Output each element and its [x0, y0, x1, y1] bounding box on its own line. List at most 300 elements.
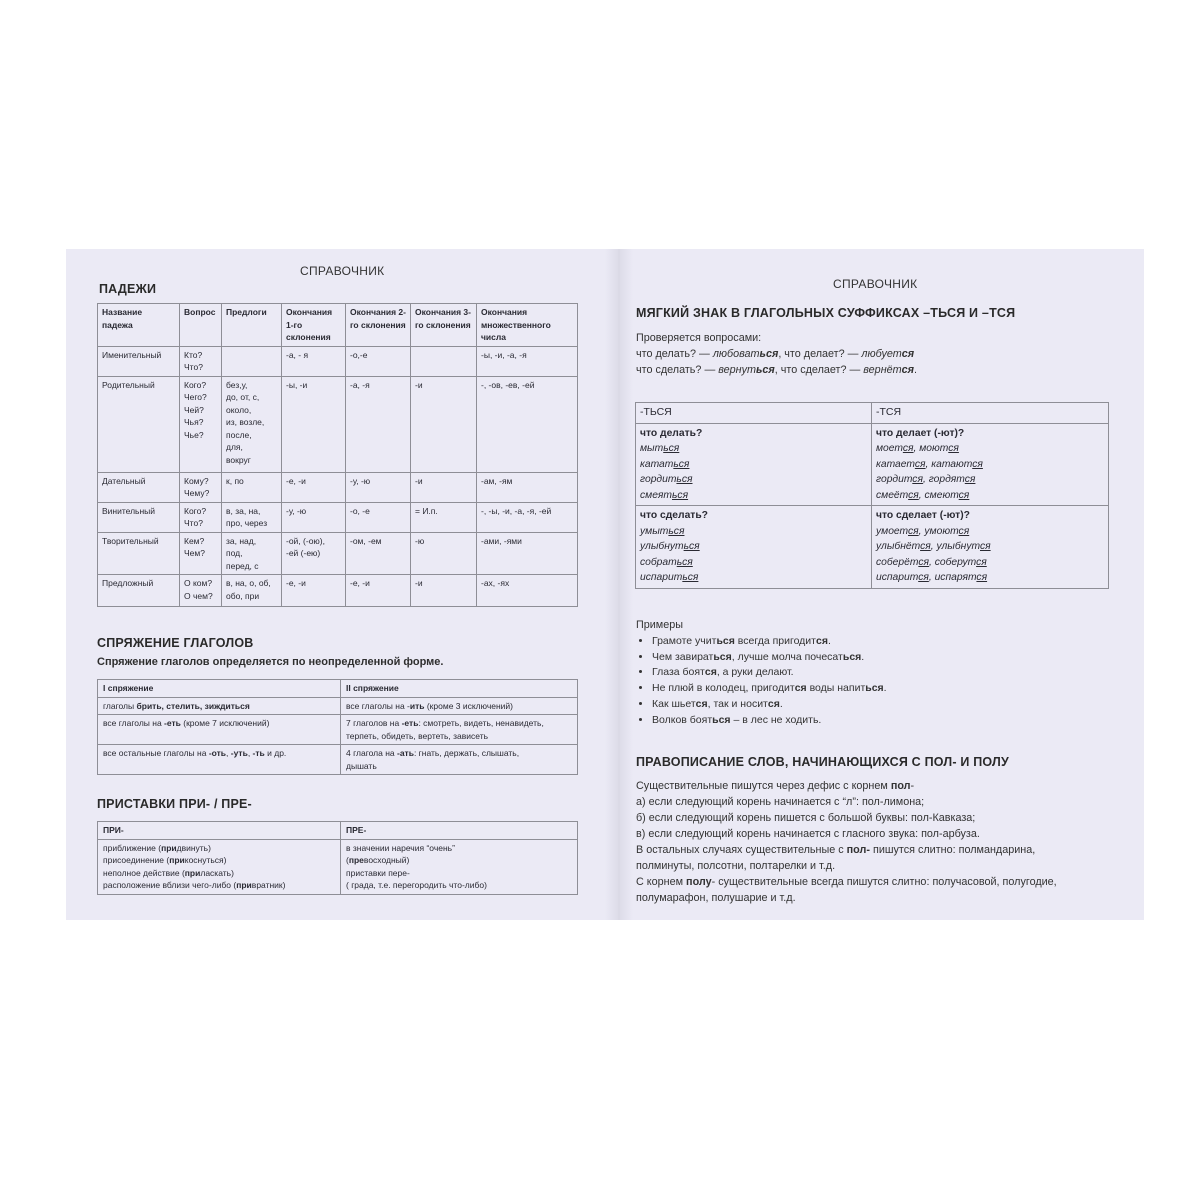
text-line: Винительный — [102, 505, 156, 516]
suffix: ся — [908, 525, 919, 537]
text-line: для, — [226, 442, 243, 452]
text-run: , что сделает? — — [774, 364, 864, 376]
text-run: при — [161, 842, 177, 853]
table-row — [98, 376, 578, 472]
suffix: ся — [976, 572, 988, 583]
cases-cell-0-5 — [411, 346, 477, 376]
text-line: -ами, -ями — [481, 535, 522, 546]
book-gutter — [605, 249, 633, 920]
example-word: мыться — [640, 443, 680, 454]
text-run: неполное действие ( — [103, 867, 185, 878]
cases-cell-2-5 — [411, 472, 477, 502]
cases-cell-3-3 — [282, 502, 346, 532]
cases-cell-1-4 — [346, 376, 411, 472]
text-run: . — [827, 635, 831, 647]
tsya-table — [635, 402, 1109, 589]
text-line: Родительный — [102, 379, 155, 390]
text-run: , что делает? — — [778, 348, 862, 360]
conjugation-cell-2-2 — [341, 745, 578, 775]
text-line: -, -ы, -и, -а, -я, -ей — [481, 505, 552, 516]
text-line: Чей? — [184, 404, 204, 415]
conjugation-cell-2-0 — [341, 697, 578, 715]
conjugation-table — [97, 679, 578, 775]
suffix: ся — [979, 541, 991, 552]
text-run: пол — [890, 780, 911, 792]
cases-cell-1-5 — [411, 376, 477, 472]
suffix: ся — [972, 458, 983, 470]
example-word: гордится — [876, 474, 923, 485]
conjugation-title: СПРЯЖЕНИЕ ГЛАГОЛОВ — [97, 636, 254, 650]
text-run: ся — [901, 348, 915, 360]
text-line: -у, -ю — [286, 505, 307, 516]
conjugation-subtitle: Спряжение глаголов определяется по неопределенной форме. — [97, 656, 444, 668]
example-word: умыться — [640, 525, 685, 537]
text-run: что сделать? — — [636, 364, 719, 376]
example-word: испарятся — [934, 572, 988, 583]
text-run: полминуты, полсотни, полтарелки и т.д. — [636, 860, 836, 872]
example-word: моются — [919, 443, 959, 454]
table-row — [636, 506, 1109, 589]
prefix-line — [346, 842, 572, 855]
conjugation-col1-header: I спряжение — [98, 680, 341, 698]
separator: , — [925, 458, 932, 470]
text-run: в значении наречия “очень” — [346, 842, 455, 853]
prefix-line — [103, 867, 335, 880]
cases-cell-0-6 — [477, 346, 578, 376]
cases-cell-0-2 — [222, 346, 282, 376]
text-run: - существительные всегда пишутся слитно: получасовой, полугодие, — [711, 876, 1057, 888]
cases-cell-5-1 — [180, 575, 222, 607]
cases-title: ПАДЕЖИ — [99, 282, 157, 296]
intro-line — [636, 346, 917, 362]
table-row — [98, 502, 578, 532]
example-word: смеётся — [876, 489, 919, 501]
text-run: все глаголы на — [103, 718, 165, 728]
cases-cell-0-1 — [180, 346, 222, 376]
text-run: ся — [767, 697, 780, 710]
text-line: в, на, о, об, — [226, 578, 271, 588]
text-run: , а руки делают. — [716, 666, 794, 679]
text-line: к, по — [226, 475, 244, 486]
text-run: восходный) — [363, 855, 410, 865]
example-word: собраться — [640, 556, 693, 568]
cases-cell-5-6 — [477, 575, 578, 607]
cases-cell-2-0 — [98, 472, 180, 502]
text-run: все остальные глаголы на — [103, 748, 209, 758]
prefixes-pri-cell — [98, 839, 341, 894]
word-line — [640, 524, 867, 540]
word-line — [640, 539, 867, 555]
text-run: ься — [716, 635, 735, 647]
suffix: ся — [908, 489, 919, 501]
text-line: Кто? — [184, 349, 203, 360]
examples-title: Примеры — [636, 619, 683, 631]
example-word: улыбнётся — [876, 541, 931, 552]
cases-cell-3-1 — [180, 502, 222, 532]
text-run: . — [914, 364, 918, 376]
text-line: -ах, -ях — [481, 578, 510, 588]
text-line: Что? — [184, 362, 203, 372]
cases-header-0: Название падежа — [98, 304, 180, 347]
text-run: пре — [348, 855, 364, 865]
example-word: испариться — [640, 572, 699, 583]
suffix: ся — [920, 541, 931, 552]
cases-cell-1-0 — [98, 376, 180, 472]
tsya-cell-1-0 — [636, 423, 872, 506]
list-item — [652, 665, 887, 681]
rule-line — [636, 858, 1057, 874]
text-line: -е, -и — [350, 578, 370, 588]
cases-cell-5-5 — [411, 575, 477, 607]
cases-cell-2-4 — [346, 472, 411, 502]
suffix: ся — [918, 556, 929, 568]
text-run: ся — [794, 682, 807, 695]
text-line: -о,-е — [350, 349, 368, 360]
word-line — [876, 524, 1104, 540]
running-head-left: СПРАВОЧНИК — [300, 264, 385, 278]
suffix: ся — [918, 572, 929, 583]
example-word: гордятся — [928, 474, 976, 485]
cases-cell-4-3 — [282, 532, 346, 575]
example-word: умоются — [924, 525, 970, 537]
text-line: -о, -е — [350, 505, 370, 516]
text-run: любоват — [712, 348, 760, 360]
separator: , — [928, 556, 935, 568]
table-row — [98, 697, 578, 715]
question: что делать? — [640, 427, 703, 439]
example-word: умоется — [876, 525, 919, 537]
text-line: за, над, — [226, 535, 257, 546]
suffix: ься — [673, 458, 690, 470]
text-line: Кем? — [184, 535, 205, 546]
cases-cell-2-2 — [222, 472, 282, 502]
prefix-line — [346, 879, 572, 892]
cases-cell-0-4 — [346, 346, 411, 376]
separator: , — [922, 474, 929, 485]
text-line: в, за, на, — [226, 505, 261, 516]
text-run: -ать — [396, 748, 414, 758]
intro-line — [636, 330, 917, 346]
cases-header-4: Окончания 2-го склонения — [346, 304, 411, 347]
text-line: -, -ов, -ев, -ей — [481, 379, 535, 390]
suffix: ся — [948, 443, 959, 454]
text-line: -у, -ю — [350, 475, 371, 486]
text-line: Творительный — [102, 535, 159, 546]
rule-line — [636, 890, 1057, 906]
rule-line — [636, 842, 1057, 858]
text-line: до, от, с, — [226, 392, 260, 402]
cases-cell-4-0 — [98, 532, 180, 575]
soft-sign-intro — [636, 330, 917, 378]
cases-cell-4-1 — [180, 532, 222, 575]
text-run: : смотреть, видеть, ненавидеть, — [418, 718, 544, 728]
text-line: Кого? — [184, 505, 207, 516]
text-line: после, — [226, 429, 252, 440]
text-run: глаголы — [103, 700, 137, 711]
text-run: ься — [756, 364, 775, 376]
text-run: -оть — [208, 748, 227, 758]
suffix: ся — [912, 474, 923, 485]
text-line: О чем? — [184, 590, 213, 601]
text-run: двинуть) — [176, 842, 211, 853]
text-line: -ой, (-ою), — [286, 535, 325, 546]
text-line: -и — [415, 475, 423, 486]
text-run: ься — [713, 650, 732, 663]
separator: , — [913, 443, 920, 454]
text-line: -а, -я — [350, 379, 370, 390]
text-line: перед, с — [226, 560, 259, 571]
suffix: ся — [902, 443, 914, 454]
text-line: -ам, -ям — [481, 475, 513, 486]
text-run: , — [226, 748, 231, 758]
text-run: -уть — [230, 748, 248, 758]
cases-cell-5-4 — [346, 575, 411, 607]
text-run: 4 глагола на — [346, 748, 397, 758]
list-item — [652, 697, 887, 713]
example-word: катается — [876, 458, 926, 470]
separator: , — [930, 541, 937, 552]
cases-cell-5-3 — [282, 575, 346, 607]
text-run: 7 глаголов на — [346, 718, 402, 728]
prefixes-col1-header: ПРИ- — [98, 822, 341, 840]
prefixes-title: ПРИСТАВКИ ПРИ- / ПРЕ- — [97, 797, 252, 811]
text-run: С корнем — [636, 876, 687, 888]
text-line: = И.п. — [415, 505, 438, 516]
text-run: расположение вблизи чего-либо ( — [103, 880, 237, 890]
text-run: приставки пере- — [346, 867, 410, 878]
example-word: смеяться — [640, 489, 689, 501]
table-row — [98, 575, 578, 607]
text-line: Чем? — [184, 548, 205, 558]
text-line: Дательный — [102, 475, 146, 486]
text-run: приближение ( — [103, 842, 162, 853]
example-word: соберётся — [876, 556, 929, 568]
text-run: вернут — [718, 364, 756, 376]
text-run: ься — [842, 650, 862, 663]
example-word: кататься — [640, 458, 690, 470]
word-line — [876, 488, 1104, 504]
cases-cell-5-0 — [98, 575, 180, 607]
word-line — [876, 555, 1104, 571]
text-run: ься — [865, 682, 884, 695]
word-line — [640, 441, 867, 457]
rule-line — [636, 778, 1057, 794]
prefix-line — [346, 867, 572, 880]
rule-line — [636, 874, 1057, 890]
example-word: улыбнутся — [936, 541, 991, 552]
cases-cell-5-2 — [222, 575, 282, 607]
question: что сделать? — [640, 510, 708, 521]
cases-cell-1-1 — [180, 376, 222, 472]
text-run: Проверяется вопросами: — [636, 332, 762, 344]
cases-cell-4-5 — [411, 532, 477, 575]
cases-cell-4-4 — [346, 532, 411, 575]
cases-cell-2-6 — [477, 472, 578, 502]
word-line — [640, 488, 867, 504]
cases-header-6: Окончания множественного числа — [477, 304, 578, 347]
running-head-right: СПРАВОЧНИК — [833, 277, 918, 291]
word-line — [640, 457, 867, 473]
text-run: Грамоте учит — [652, 635, 717, 647]
text-run: ся — [815, 635, 828, 647]
list-item — [652, 681, 887, 697]
prefixes-table — [97, 821, 578, 895]
cases-cell-1-6 — [477, 376, 578, 472]
cases-cell-4-6 — [477, 532, 578, 575]
text-line: из, возле, — [226, 417, 265, 427]
tsya-col2-header: -ТСЯ — [872, 403, 1109, 424]
text-line: Чье? — [184, 429, 204, 440]
text-run: пол- — [846, 844, 870, 856]
text-run: полу — [686, 876, 712, 888]
table-row — [98, 532, 578, 575]
text-line: Чего? — [184, 392, 207, 402]
text-run: всегда пригодит — [734, 635, 816, 647]
text-line: -е, -и — [286, 578, 306, 588]
text-run: – в лес не ходить. — [730, 713, 822, 726]
right-page — [633, 249, 1144, 920]
cases-header-1: Вопрос — [180, 304, 222, 347]
example-word: соберутся — [934, 556, 987, 568]
example-word: улыбнуться — [640, 541, 700, 552]
suffix: ся — [958, 525, 970, 537]
text-run: пишутся слитно: полмандарина, — [869, 844, 1036, 856]
text-run: воды напит — [806, 682, 866, 695]
example-word: моется — [876, 443, 914, 454]
text-run: ить — [409, 700, 425, 711]
text-line: вокруг — [226, 454, 251, 465]
text-run: . — [861, 650, 865, 663]
text-line: Кому? — [184, 475, 209, 486]
text-line: -ей (-ею) — [286, 548, 321, 558]
cases-cell-4-2 — [222, 532, 282, 575]
tsya-cell-2-1 — [872, 506, 1109, 589]
suffix: ься — [676, 556, 693, 568]
cases-cell-1-2 — [222, 376, 282, 472]
prefix-line — [346, 854, 572, 867]
text-run: вернёт — [863, 364, 902, 376]
text-run: ся — [901, 364, 915, 376]
cases-cell-3-6 — [477, 502, 578, 532]
text-run: Глаза боят — [652, 666, 705, 679]
text-run: ся — [695, 697, 708, 710]
text-line: Кого? — [184, 379, 207, 390]
cases-header-2: Предлоги — [222, 304, 282, 347]
text-run: брить, стелить, зиждиться — [136, 700, 250, 711]
text-run: все глаголы на - — [346, 700, 410, 711]
cases-cell-3-2 — [222, 502, 282, 532]
prefixes-col2-header: ПРЕ- — [341, 822, 578, 840]
text-run: Не плюй в колодец, пригодит — [652, 682, 795, 695]
text-line: Чему? — [184, 488, 210, 498]
example-word: катаются — [931, 458, 983, 470]
word-line — [640, 472, 867, 488]
word-line — [640, 570, 867, 586]
prefix-line — [103, 842, 335, 855]
suffix: ся — [958, 489, 970, 501]
example-word: смеются — [924, 489, 970, 501]
text-run: а) если следующий корень начинается с “л”: пол-лимона; — [636, 796, 925, 808]
cases-header-3: Окончания 1-го склонения — [282, 304, 346, 347]
text-run: при — [169, 855, 185, 865]
cases-header-5: Окончания 3-го склонения — [411, 304, 477, 347]
text-run: ься — [712, 713, 731, 726]
word-line — [876, 441, 1104, 457]
separator: , — [928, 572, 935, 583]
suffix: ься — [676, 474, 693, 485]
intro-line — [636, 362, 917, 378]
conjugation-cell-2-1 — [341, 715, 578, 745]
pol-rules — [636, 778, 1057, 906]
cases-cell-1-3 — [282, 376, 346, 472]
question: что сделает (-ют)? — [876, 510, 970, 521]
text-line: -е, -и — [286, 475, 306, 486]
text-line: -ю — [415, 535, 425, 546]
conjugation-cell-1-1 — [98, 715, 341, 745]
table-row — [98, 346, 578, 376]
prefixes-pre-cell — [341, 839, 578, 894]
text-run: любует — [861, 348, 902, 360]
separator: , — [918, 525, 925, 537]
list-item — [652, 634, 887, 650]
word-line — [876, 570, 1104, 586]
text-run: , лучше молча почесат — [731, 650, 843, 663]
text-run: ся — [704, 666, 717, 679]
cases-cell-2-3 — [282, 472, 346, 502]
text-run: б) если следующий корень пишется с большой буквы: пол-Кавказа; — [636, 812, 976, 824]
text-run: Как шьет — [652, 697, 696, 710]
text-run: и др. — [264, 748, 287, 758]
text-run: ( — [346, 855, 349, 865]
text-run: в) если следующий корень начинается с гласного звука: пол-арбуза. — [636, 828, 980, 840]
text-run: ( града, т.е. перегородить что-либо) — [346, 880, 487, 890]
suffix: ься — [668, 525, 685, 537]
suffix: ься — [682, 572, 699, 583]
book-spread — [66, 249, 1144, 920]
cases-cell-3-0 — [98, 502, 180, 532]
tsya-cell-2-0 — [872, 423, 1109, 506]
text-run: дышать — [346, 760, 377, 771]
text-line: Чья? — [184, 417, 204, 427]
conjugation-cell-1-0 — [98, 697, 341, 715]
rule-line — [636, 810, 1057, 826]
suffix: ься — [672, 489, 689, 501]
example-word: гордиться — [640, 474, 693, 485]
prefix-line — [103, 879, 335, 892]
suffix: ся — [976, 556, 987, 568]
text-run: при — [184, 867, 201, 878]
text-line: -ы, -и — [286, 379, 308, 390]
word-line — [876, 457, 1104, 473]
text-run: : гнать, держать, слышать, — [413, 748, 520, 758]
question: что делает (-ют)? — [876, 427, 965, 439]
soft-sign-title: МЯГКИЙ ЗНАК В ГЛАГОЛЬНЫХ СУФФИКСАХ –ТЬСЯ И –ТСЯ — [636, 306, 1016, 320]
text-line: обо, при — [226, 590, 260, 601]
text-line: -ы, -и, -а, -я — [481, 349, 527, 360]
cases-cell-3-4 — [346, 502, 411, 532]
conjugation-cell-1-2 — [98, 745, 341, 775]
tsya-cell-1-1 — [636, 506, 872, 589]
separator: , — [918, 489, 925, 501]
text-run: при — [236, 880, 252, 890]
rule-line — [636, 826, 1057, 842]
text-run: присоединение ( — [103, 855, 170, 865]
text-line: Именительный — [102, 349, 162, 360]
text-run: терпеть, обидеть, вертеть, зависеть — [346, 730, 489, 741]
text-line: Предложный — [102, 578, 154, 588]
text-run: ься — [759, 348, 779, 360]
word-line — [640, 555, 867, 571]
